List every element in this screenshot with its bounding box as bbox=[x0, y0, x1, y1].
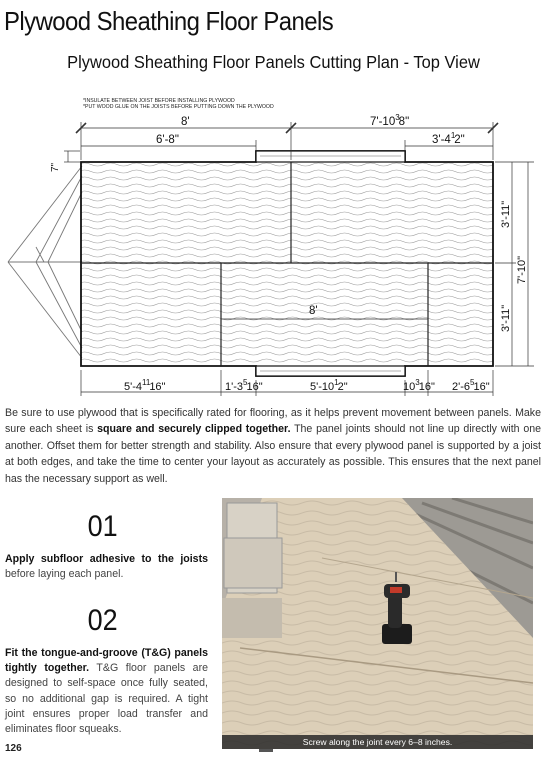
dim-inner-middle: 8' bbox=[309, 305, 318, 317]
diagram-note: *PUT WOOD GLUE ON THE JOISTS BEFORE PUTTING DOWN THE PLYWOOD bbox=[83, 104, 274, 110]
photo-caption: Screw along the joint every 6–8 inches. bbox=[222, 735, 533, 749]
page-number: 126 bbox=[5, 743, 22, 754]
dim-notch: 7" bbox=[50, 162, 61, 172]
page-title: Plywood Sheathing Floor Panels bbox=[4, 6, 334, 36]
diagram-title: Plywood Sheathing Floor Panels Cutting Plan - Top View bbox=[67, 52, 480, 72]
photo-illustration bbox=[222, 498, 533, 749]
footer-mark bbox=[259, 749, 273, 752]
dim-top-overall-left: 8' bbox=[181, 116, 190, 128]
step-text: Apply subfloor adhesive to the joists before laying each panel. bbox=[5, 553, 208, 581]
step-number: 02 bbox=[87, 604, 118, 637]
dim-top-inner-left: 6'-8" bbox=[156, 134, 179, 146]
dim-bottom-5: $2'-6^516$" bbox=[452, 378, 490, 393]
dim-bottom-3: $5'-10^12$" bbox=[310, 378, 348, 393]
dim-bottom-4: $10^316$" bbox=[403, 378, 435, 393]
right-dimensions bbox=[495, 162, 534, 366]
dim-bottom-2: $1'-3^516$" bbox=[225, 378, 263, 393]
body-paragraph: Be sure to use plywood that is specifically rated for flooring, as it helps prevent movement between panels. Make sure each sheet is square and securely clipped together. The panel joints should not line up directly with one another. Offset them for better strength and stability. Also ensure that every plywood panel is supported by a joist at both edges, and take the time to center your layout as accurately as possible. This ensures that the next panel has the necessary support as well. bbox=[5, 407, 541, 485]
dim-bottom-1: $5'-4^{11}16$" bbox=[124, 378, 166, 393]
step-text: Fit the tongue-and-groove (T&G) panels tightly together. T&G floor panels are designed to self-space once fully seated, so no additional gap is required. A tight joint ensures proper load transfer and eliminates floor squeaks. bbox=[5, 647, 208, 736]
trailer-tongue bbox=[8, 166, 82, 358]
subfloor-photo bbox=[222, 498, 533, 749]
dim-right-lower: 3'-11" bbox=[500, 304, 512, 332]
dim-top-overall-right: $7'-10^38$" bbox=[370, 113, 410, 128]
dim-right-overall: 7'-10" bbox=[516, 255, 528, 284]
step-number: 01 bbox=[87, 510, 118, 543]
cutting-plan-diagram bbox=[0, 92, 547, 397]
diagram-note: *INSULATE BETWEEN JOIST BEFORE INSTALLING PLYWOOD bbox=[83, 98, 235, 104]
dim-top-inner-right: $3'-4^12$" bbox=[432, 131, 465, 146]
dim-right-upper: 3'-11" bbox=[500, 200, 512, 228]
